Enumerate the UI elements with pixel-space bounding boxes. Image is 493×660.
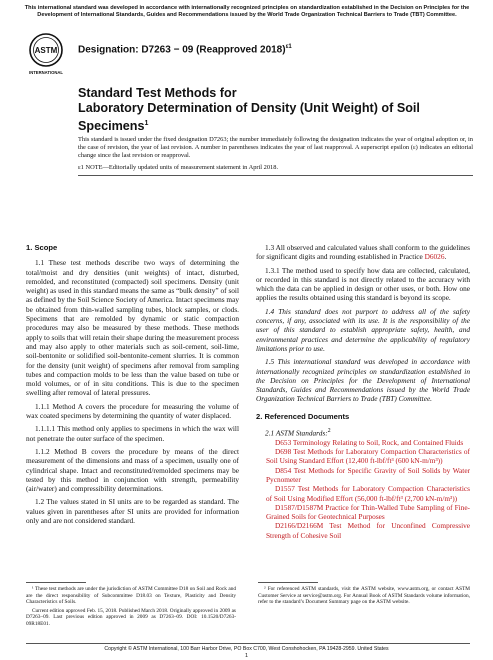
document-title bbox=[78, 86, 468, 134]
title-line-1: Standard Test Methods for bbox=[78, 86, 237, 100]
reference-item bbox=[256, 484, 470, 503]
link-d6026[interactable]: D6026 bbox=[424, 252, 445, 262]
title-line-3: Specimens$^1$ bbox=[78, 119, 149, 134]
para-1-5: 1.5 This international standard was developed in accordance with internationally recognized principles on standardization established in the Decision on Principles for the Development of International Standards, Guides and Recommendations issued by the World Trade Organization Technical Barriers to Trade (TBT) Committee. bbox=[256, 357, 470, 404]
reference-code-link[interactable]: D1587/D1587M bbox=[275, 502, 324, 512]
left-column bbox=[26, 243, 239, 525]
reference-code-link[interactable]: D2166/D2166M bbox=[275, 521, 324, 531]
designation-note: This standard is issued under the fixed designation D7263; the number immediately following the designation indicates the year of original adoption or, in the case of revision, the year of last revision. A number in parentheses indicates the year of last reapproval. A superscript epsilon (ε) indicates an editorial change since the last revision or reapproval. bbox=[78, 136, 473, 159]
para-1-1-1: 1.1.1 Method A covers the procedure for measuring the volume of wax coated specimens by determining the quantity of water displaced. bbox=[26, 401, 239, 421]
section-refs-heading: 2. Referenced Documents bbox=[256, 411, 350, 421]
reference-title[interactable]: Test Method for Unconfined Compressive Strength of Cohesive Soil bbox=[266, 521, 470, 540]
astm-standards-heading: 2.1 ASTM Standards:$^2$ bbox=[265, 428, 331, 438]
svg-text:INTERNATIONAL: INTERNATIONAL bbox=[29, 70, 63, 75]
designation: Designation: D7263 − 09 (Reapproved 2018)$^{\varepsilon 1}$ bbox=[78, 44, 292, 56]
footnote-rule-right bbox=[258, 582, 318, 583]
copyright-line: Copyright © ASTM International, 100 Barr Harbor Drive, PO Box C700, West Conshohocken, PA 19428-2959. United States bbox=[104, 646, 389, 652]
para-1-3-1: 1.3.1 The method used to specify how data are collected, calculated, or recorded in this standard is not directly related to the accuracy with which the data can be applied in design or other uses, or both. How one applies the results obtained using this standard is beyond its scope. bbox=[256, 265, 470, 303]
reference-code-link[interactable]: D1557 bbox=[275, 484, 295, 494]
para-1-4: 1.4 This standard does not purport to address all of the safety concerns, if any, associated with its use. It is the responsibility of the user of this standard to establish appropriate safety, health, and environmental practices and determine the applicability of regulatory limitations prior to use. bbox=[256, 306, 470, 353]
reference-item bbox=[256, 466, 470, 485]
reference-code-link[interactable]: D698 bbox=[275, 447, 292, 457]
wto-notice: This international standard was developed in accordance with internationally recognized principles on standardization established in the Decision on Principles for the Development of International Standards, Guides and Recommendations issued by the World Trade Organization Technical Barriers to Trade (TBT) Committee. bbox=[24, 5, 470, 18]
reference-item bbox=[256, 503, 470, 522]
reference-item bbox=[256, 447, 470, 466]
reference-title[interactable]: Practice for Thin-Walled Tube Sampling of Fine-Grained Soils for Geotechnical Purposes bbox=[266, 502, 470, 522]
footnote-1-edition: Current edition approved Feb. 15, 2018. Published March 2018. Originally approved in 2009 as D7263–09. Last previous edition approved in 2009 as D7263–09. DOI: 10.1520/D7263-09R18E01. bbox=[26, 607, 236, 627]
footnotes-right bbox=[258, 586, 470, 608]
para-1-1: 1.1 These test methods describe two ways of determining the total/moist and dry densities (unit weights) of intact, disturbed, remolded, and reconstituted (compacted) soil specimens. Density (unit weight) as used in this standard means the same as “bulk density” of soil as defined by the Soil Science Society of America. Intact specimens may be obtained from thin-walled sampling tubes, block samples, or clods. Specimens that are remolded by dynamic or static compaction procedures may also be measured by these methods. These methods apply to soils that will retain their shape during the measurement process and may also apply to other materials such as soil-cement, soil-lime, soil-bentonite or solidified soil-bentonite-cement slurries. It is common for the density (unit weight) of specimens after removal from sampling tubes and compaction molds to be less than the value based on tube or mold volumes, or of in situ conditions. This is due to the specimen swelling after removal of lateral pressures. bbox=[26, 258, 239, 398]
reference-title[interactable]: Test Methods for Laboratory Compaction Characteristics of Soil Using Standard Effort (12,400 ft-lbf/ft³ (600 kN-m/m³)) bbox=[266, 447, 470, 466]
reference-list bbox=[256, 438, 470, 540]
reference-code-link[interactable]: D653 bbox=[275, 437, 292, 447]
title-line-2: Laboratory Determination of Density (Unit Weight) of Soil bbox=[78, 101, 420, 115]
footnote-2: ² For referenced ASTM standards, visit the ASTM website, www.astm.org, or contact ASTM Customer Service at service@astm.org. For Annual Book of ASTM Standards volume information, refer to the standard’s Document Summary page on the ASTM website. bbox=[258, 586, 470, 605]
reference-title[interactable]: Test Methods for Laboratory Compaction Characteristics of Soil Using Modified Effort (56,000 ft-lbf/ft³ (2,700 kN-m/m³)) bbox=[266, 484, 470, 503]
footnotes-left bbox=[26, 586, 236, 629]
para-1-1-1-1: 1.1.1.1 This method only applies to specimens in which the wax will not penetrate the outer surface of the specimen. bbox=[26, 424, 239, 443]
footnote-1: ¹ These test methods are under the jurisdiction of ASTM Committee D18 on Soil and Rock and are the direct responsibility of Subcommittee D18.03 on Texture, Plasticity and Density Characteristics of Soils. bbox=[26, 586, 236, 605]
svg-text:ASTM: ASTM bbox=[34, 46, 58, 55]
header-rule bbox=[78, 175, 473, 176]
reference-title[interactable]: Terminology Relating to Soil, Rock, and Contained Fluids bbox=[291, 437, 464, 447]
para-1-1-2: 1.1.2 Method B covers the procedure by means of the direct measurement of the dimensions and mass of a specimen, usually one of cylindrical shape. Intact and reconstituted/remolded specimens may be tested by this method in conjunction with strength, permeability (air/water) and compressibility determinations. bbox=[26, 446, 239, 494]
astm-logo bbox=[28, 32, 64, 78]
reference-code-link[interactable]: D854 bbox=[275, 465, 292, 475]
reference-item bbox=[256, 521, 470, 540]
editorial-note: ε1 NOTE—Editorially updated units of measurement statement in April 2018. bbox=[78, 164, 279, 171]
section-scope-heading: 1. Scope bbox=[26, 243, 58, 252]
reference-title[interactable]: Test Methods for Specific Gravity of Soil Solids by Water Pycnometer bbox=[266, 465, 470, 484]
copyright-rule bbox=[26, 643, 470, 644]
para-1-3: 1.3 All observed and calculated values shall conform to the guidelines for significant digits and rounding established in Practice D6026. bbox=[256, 243, 470, 262]
para-1-2: 1.2 The values stated in SI units are to be regarded as standard. The values given in parentheses after SI units are provided for information only and are not considered standard. bbox=[26, 497, 239, 526]
right-column bbox=[256, 243, 470, 540]
footnote-rule-left bbox=[26, 582, 86, 583]
page-number: 1 bbox=[244, 653, 249, 659]
reference-item bbox=[256, 438, 470, 447]
